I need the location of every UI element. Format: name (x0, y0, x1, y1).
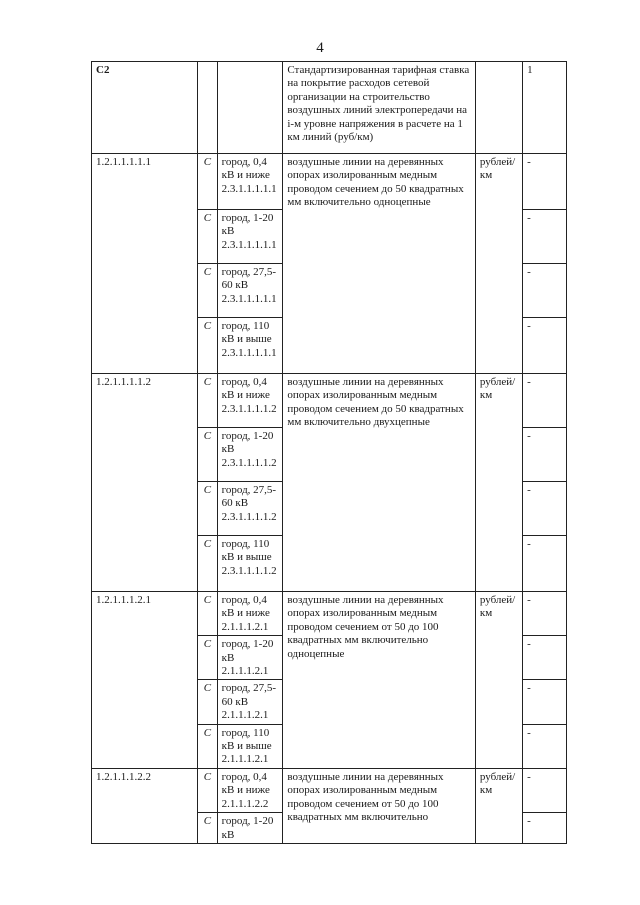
row-letter-cell: С (198, 154, 218, 210)
row-code-cell: 1.2.1.1.1.1.2 (92, 374, 198, 592)
row-value-cell: - (523, 428, 567, 482)
row-code-cell: 1.2.1.1.1.2.1 (92, 592, 198, 769)
row-description-cell: воздушные линии на деревянных опорах изолированным медным проводом сечением от 50 до 100 квадратных мм включительно одноцепные (283, 592, 476, 769)
row-letter-cell: С (198, 680, 218, 724)
row-voltage-level-cell: город, 27,5-60 кВ 2.3.1.1.1.1.1 (217, 264, 283, 318)
row-voltage-level-cell: город, 0,4 кВ и ниже 2.1.1.1.2.2 (217, 768, 283, 812)
header-row (92, 62, 567, 154)
row-value-cell: - (523, 318, 567, 374)
row-value-cell: - (523, 374, 567, 428)
header-unit-cell (475, 62, 522, 154)
row-code-cell: 1.2.1.1.1.1.1 (92, 154, 198, 374)
row-voltage-level-cell: город, 110 кВ и выше 2.1.1.1.2.1 (217, 724, 283, 768)
row-voltage-level-cell: город, 110 кВ и выше 2.3.1.1.1.1.2 (217, 536, 283, 592)
row-voltage-level-cell: город, 0,4 кВ и ниже 2.3.1.1.1.1.1 (217, 154, 283, 210)
row-voltage-level-cell: город, 110 кВ и выше 2.3.1.1.1.1.1 (217, 318, 283, 374)
row-letter-cell: С (198, 592, 218, 636)
row-value-cell: - (523, 813, 567, 844)
row-letter-cell: С (198, 210, 218, 264)
row-value-cell: - (523, 264, 567, 318)
table-row (92, 592, 567, 636)
row-value-cell: - (523, 154, 567, 210)
row-voltage-level-cell: город, 1-20 кВ 2.3.1.1.1.1.1 (217, 210, 283, 264)
row-letter-cell: С (198, 536, 218, 592)
row-letter-cell: С (198, 724, 218, 768)
row-description-cell: воздушные линии на деревянных опорах изолированным медным проводом сечением до 50 квадратных мм включительно одноцепные (283, 154, 476, 374)
header-value-cell: 1 (523, 62, 567, 154)
row-value-cell: - (523, 536, 567, 592)
row-letter-cell: С (198, 636, 218, 680)
row-voltage-level-cell: город, 0,4 кВ и ниже 2.3.1.1.1.1.2 (217, 374, 283, 428)
row-letter-cell: С (198, 318, 218, 374)
header-code-cell: С2 (92, 62, 198, 154)
row-letter-cell: С (198, 264, 218, 318)
row-description-cell: воздушные линии на деревянных опорах изолированным медным проводом сечением до 50 квадратных мм включительно двухцепные (283, 374, 476, 592)
row-unit-cell: рублей/ км (475, 154, 522, 374)
row-voltage-level-cell: город, 1-20 кВ (217, 813, 283, 844)
row-description-cell: воздушные линии на деревянных опорах изолированным медным проводом сечением от 50 до 100 квадратных мм включительно (283, 768, 476, 843)
header-level-cell (217, 62, 283, 154)
row-value-cell: - (523, 724, 567, 768)
row-voltage-level-cell: город, 27,5-60 кВ 2.3.1.1.1.1.2 (217, 482, 283, 536)
row-value-cell: - (523, 768, 567, 812)
row-letter-cell: С (198, 428, 218, 482)
row-voltage-level-cell: город, 27,5-60 кВ 2.1.1.1.2.1 (217, 680, 283, 724)
tariff-table (91, 61, 567, 844)
row-value-cell: - (523, 482, 567, 536)
row-voltage-level-cell: город, 0,4 кВ и ниже 2.1.1.1.2.1 (217, 592, 283, 636)
row-letter-cell: С (198, 482, 218, 536)
row-unit-cell: рублей/ км (475, 592, 522, 769)
row-value-cell: - (523, 636, 567, 680)
page-number: 4 (316, 40, 324, 56)
row-unit-cell: рублей/ км (475, 768, 522, 843)
header-description-cell: Стандартизированная тарифная ставка на покрытие расходов сетевой организации на строительство воздушных линий электропередачи на i-м уровне напряжения в расчете на 1 км линий (руб/км) (283, 62, 476, 154)
row-value-cell: - (523, 592, 567, 636)
row-value-cell: - (523, 680, 567, 724)
row-voltage-level-cell: город, 1-20 кВ 2.1.1.1.2.1 (217, 636, 283, 680)
row-value-cell: - (523, 210, 567, 264)
row-letter-cell: С (198, 768, 218, 812)
tariff-table-body (92, 62, 567, 844)
header-letter-cell (198, 62, 218, 154)
table-row (92, 154, 567, 210)
row-letter-cell: С (198, 813, 218, 844)
row-unit-cell: рублей/ км (475, 374, 522, 592)
table-row (92, 374, 567, 428)
row-voltage-level-cell: город, 1-20 кВ 2.3.1.1.1.1.2 (217, 428, 283, 482)
table-row (92, 768, 567, 812)
row-letter-cell: С (198, 374, 218, 428)
row-code-cell: 1.2.1.1.1.2.2 (92, 768, 198, 843)
